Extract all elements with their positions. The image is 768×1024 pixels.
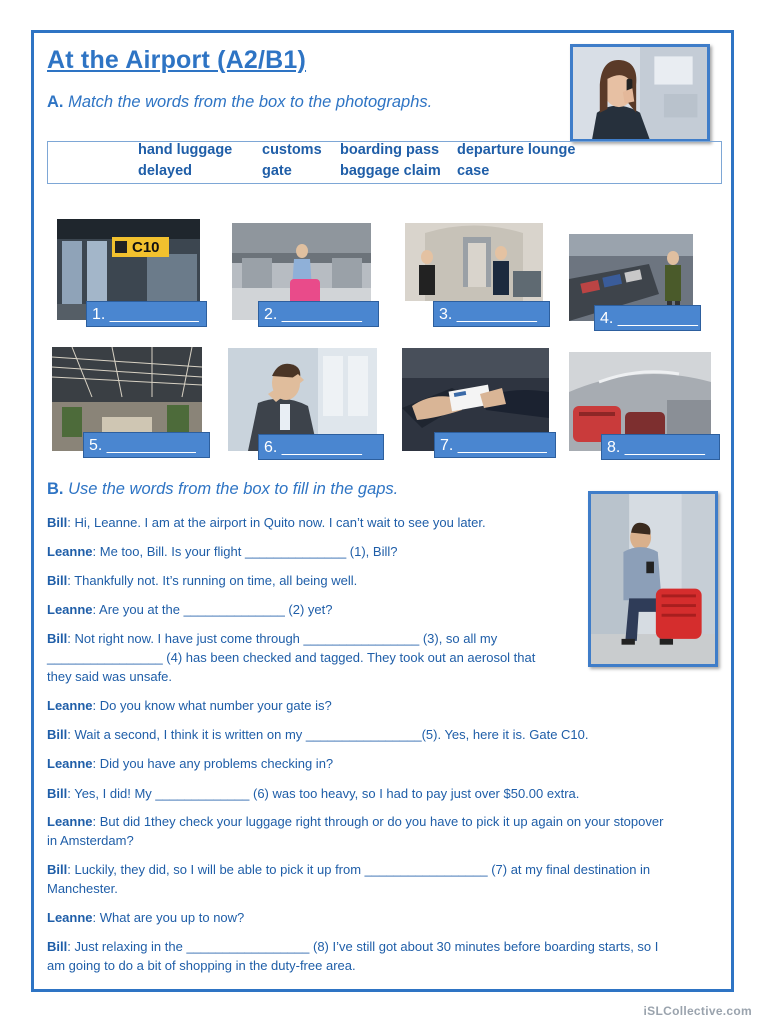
photo-5-label[interactable]: 5. __________ (83, 432, 210, 458)
dialogue-line (47, 860, 650, 879)
speaker-name: Leanne (47, 602, 93, 617)
dialogue-line (47, 542, 397, 561)
dialogue-line (47, 600, 332, 619)
photo-8-label[interactable]: 8. _________ (601, 434, 720, 460)
word-box-item: baggage claim (340, 163, 441, 179)
dialogue-text: : Hi, Leanne. I am at the airport in Quito now. I can’t wait to see you later. (67, 515, 486, 530)
word-box-item: boarding pass (340, 142, 440, 158)
dialogue-text: ________________ (4) has been checked and tagged. They took out an aerosol that (47, 650, 536, 665)
dialogue-line (47, 667, 172, 686)
speaker-name: Bill (47, 515, 68, 530)
dialogue-text: : Me too, Bill. Is your flight ______________ (1), Bill? (92, 544, 398, 559)
dialogue-line (47, 812, 663, 831)
dialogue-text: they said was unsafe. (47, 669, 173, 684)
dialogue-line (47, 696, 332, 715)
dialogue-line (47, 571, 357, 590)
dialogue-text: in Amsterdam? (47, 833, 134, 848)
section-b-instruction: Use the words from the box to fill in the gaps. (68, 480, 399, 498)
dialogue-line (47, 908, 244, 927)
dialogue-text: : What are you up to now? (92, 910, 245, 925)
speaker-name: Leanne (47, 544, 93, 559)
dialogue-line (47, 879, 118, 898)
word-box-item: delayed (138, 163, 192, 179)
speaker-name: Bill (47, 862, 68, 877)
dialogue-line (47, 937, 658, 956)
dialogue-line (47, 629, 497, 648)
dialogue-line (47, 725, 589, 744)
photo-3-label[interactable]: 3. _________ (433, 301, 550, 327)
dialogue-text: : Thankfully not. It’s running on time, all being well. (67, 573, 358, 588)
photo-6-label[interactable]: 6. _________ (258, 434, 384, 460)
dialogue-text: : Are you at the ______________ (2) yet? (92, 602, 333, 617)
section-b-heading (47, 480, 398, 499)
dialogue-text: : Did you have any problems checking in? (92, 756, 334, 771)
speaker-name: Bill (47, 786, 68, 801)
dialogue-text: : Just relaxing in the _________________ (8) I’ve still got about 30 minutes before boarding starts, so I (67, 939, 659, 954)
photo-security-check (405, 223, 543, 301)
dialogue-line (47, 784, 579, 803)
dialogue-text: am going to do a bit of shopping in the duty-free area. (47, 958, 356, 973)
gate-sign-text: C10 (132, 239, 160, 256)
speaker-name: Leanne (47, 698, 93, 713)
word-box-item: departure lounge (457, 142, 576, 158)
section-a-instruction: Match the words from the box to the photographs. (68, 93, 433, 111)
speaker-name: Leanne (47, 756, 93, 771)
photo-1-label[interactable]: 1. __________ (86, 301, 207, 327)
dialogue-line (47, 513, 486, 532)
word-box-item: hand luggage (138, 142, 233, 158)
photo-4-label[interactable]: 4. _________ (594, 305, 701, 331)
speaker-name: Bill (47, 631, 68, 646)
speaker-name: Leanne (47, 814, 93, 829)
watermark: iSLCollective.com (643, 1004, 752, 1018)
page-title: At the Airport (A2/B1) (47, 46, 307, 74)
dialogue-line (47, 648, 535, 667)
dialogue-text: : But did 1they check your luggage right through or do you have to pick it up again on your stopover (92, 814, 664, 829)
dialogue-text: : Yes, I did! My _____________ (6) was too heavy, so I had to pay just over $50.00 extra. (67, 786, 580, 801)
photo-2-label[interactable]: 2. _________ (258, 301, 379, 327)
word-box-item: case (457, 163, 490, 179)
dialogue-text: : Do you know what number your gate is? (92, 698, 332, 713)
word-box-item: gate (262, 163, 292, 179)
speaker-name: Bill (47, 939, 68, 954)
section-a-letter: A. (47, 93, 64, 111)
dialogue-text: : Not right now. I have just come through ________________ (3), so all my (67, 631, 498, 646)
speaker-name: Bill (47, 573, 68, 588)
speaker-name: Bill (47, 727, 68, 742)
photo-7-label[interactable]: 7. __________ (434, 432, 556, 458)
dialogue-text: Manchester. (47, 881, 118, 896)
man-on-suitcase-photo (588, 491, 718, 667)
woman-on-phone-photo (570, 44, 710, 142)
dialogue-line (47, 754, 333, 773)
dialogue-text: : Wait a second, I think it is written on my ________________(5). Yes, here it is. Gate C10. (67, 727, 589, 742)
section-b-letter: B. (47, 480, 64, 498)
dialogue-line (47, 831, 134, 850)
word-box-item: customs (262, 142, 322, 158)
dialogue-text: : Luckily, they did, so I will be able to pick it up from _________________ (7) at my final destination in (67, 862, 651, 877)
dialogue-line (47, 956, 356, 975)
speaker-name: Leanne (47, 910, 93, 925)
section-a-heading (47, 93, 432, 112)
